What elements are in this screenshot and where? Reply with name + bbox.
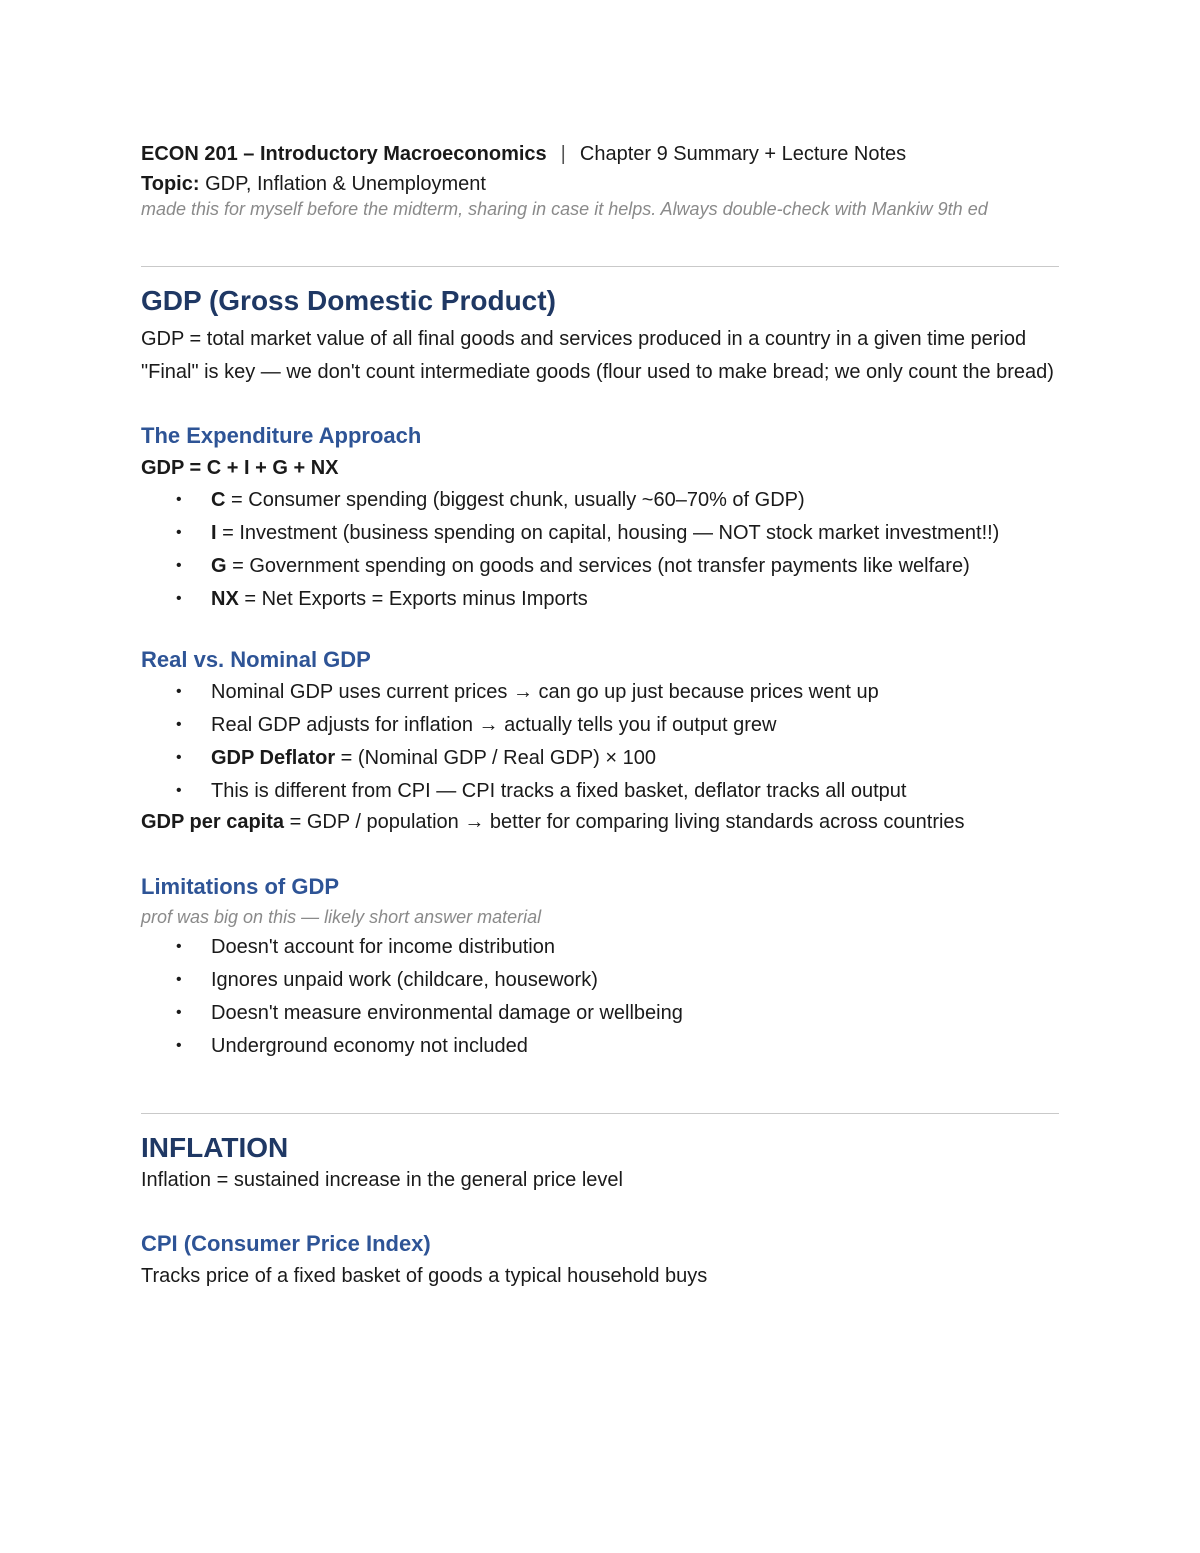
list-text: = Net Exports = Exports minus Imports — [238, 588, 588, 610]
cpi-text: Tracks price of a fixed basket of goods a typical household buys — [141, 1265, 708, 1287]
bullet: • — [176, 524, 182, 541]
list-term: I — [211, 522, 217, 544]
bullet: • — [176, 1037, 182, 1054]
list-text: = Government spending on goods and services (not transfer payments like welfare) — [226, 555, 970, 577]
bullet: • — [176, 938, 182, 955]
inflation-definition: Inflation = sustained increase in the general price level — [141, 1169, 623, 1191]
document-page — [141, 140, 1059, 1289]
section-divider — [141, 266, 1059, 267]
limitations-list — [141, 935, 1059, 1058]
author-note: made this for myself before the midterm, sharing in case it helps. Always double-check with Mankiw 9th ed — [141, 199, 988, 219]
bullet: • — [176, 590, 182, 607]
list-item — [141, 680, 1059, 704]
gdp-definition: GDP = total market value of all final goods and services produced in a country in a given time period — [141, 328, 1027, 350]
list-term: G — [211, 555, 227, 577]
gdp-formula: GDP = C + I + G + NX — [141, 457, 339, 479]
list-item — [141, 1034, 1059, 1058]
list-item — [141, 746, 1059, 770]
bullet: • — [176, 491, 182, 508]
course-title: ECON 201 – Introductory Macroeconomics — [141, 143, 547, 165]
list-item — [141, 935, 1059, 959]
list-text: Doesn't account for income distribution — [211, 936, 555, 958]
list-item — [141, 521, 1059, 545]
list-item — [141, 587, 1059, 611]
list-item — [141, 779, 1059, 803]
per-capita-text: = GDP / population → better for comparing living standards across countries — [284, 811, 965, 833]
inflation-heading: INFLATION — [141, 1132, 289, 1163]
topic-line — [141, 170, 1059, 198]
list-item — [141, 554, 1059, 578]
expenditure-list — [141, 488, 1059, 611]
topic-label: Topic: — [141, 173, 200, 195]
bullet: • — [176, 1004, 182, 1021]
per-capita-term: GDP per capita — [141, 811, 285, 833]
course-header — [141, 140, 1059, 168]
list-text: Nominal GDP uses current prices → can go up just because prices went up — [211, 681, 879, 703]
expenditure-heading: The Expenditure Approach — [141, 423, 422, 448]
list-item — [141, 968, 1059, 992]
per-capita-line — [141, 810, 1059, 835]
list-text: = Consumer spending (biggest chunk, usually ~60–70% of GDP) — [225, 489, 805, 511]
limitations-note: prof was big on this — likely short answer material — [141, 907, 542, 927]
bullet: • — [176, 557, 182, 574]
list-item — [141, 1001, 1059, 1025]
bullet: • — [176, 971, 182, 988]
topic-value: GDP, Inflation & Unemployment — [205, 173, 486, 195]
list-term: C — [211, 489, 226, 511]
list-text: Real GDP adjusts for inflation → actually tells you if output grew — [211, 714, 777, 736]
real-nominal-list — [141, 680, 1059, 803]
section-divider — [141, 1113, 1059, 1114]
real-nominal-heading: Real vs. Nominal GDP — [141, 647, 371, 672]
header-separator: | — [560, 143, 566, 165]
list-text: This is different from CPI — CPI tracks a fixed basket, deflator tracks all output — [211, 780, 907, 802]
list-item — [141, 713, 1059, 737]
list-term: GDP Deflator — [211, 747, 336, 769]
bullet: • — [176, 749, 182, 766]
cpi-heading: CPI (Consumer Price Index) — [141, 1231, 431, 1256]
bullet: • — [176, 683, 182, 700]
list-text: = Investment (business spending on capital, housing — NOT stock market investment!!) — [216, 522, 1000, 544]
list-text: Ignores unpaid work (childcare, housework) — [211, 969, 598, 991]
bullet: • — [176, 716, 182, 733]
final-goods-note: "Final" is key — we don't count intermediate goods (flour used to make bread; we only count the bread) — [141, 361, 1054, 383]
list-text: = (Nominal GDP / Real GDP) × 100 — [335, 747, 656, 769]
bullet: • — [176, 782, 182, 799]
list-term: NX — [211, 588, 239, 610]
list-text: Doesn't measure environmental damage or wellbeing — [211, 1002, 683, 1024]
list-item — [141, 488, 1059, 512]
list-text: Underground economy not included — [211, 1035, 528, 1057]
chapter-label: Chapter 9 Summary + Lecture Notes — [579, 143, 907, 165]
gdp-heading: GDP (Gross Domestic Product) — [141, 285, 556, 316]
limitations-heading: Limitations of GDP — [141, 874, 339, 899]
